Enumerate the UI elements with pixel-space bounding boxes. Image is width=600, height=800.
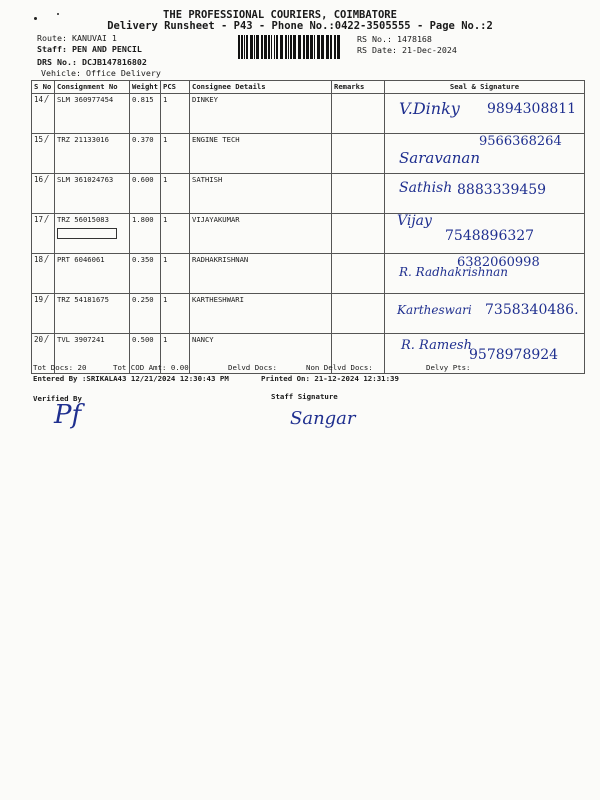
- col-sno: S No: [32, 81, 55, 94]
- signature-cell: [385, 134, 585, 174]
- signature-cell: [385, 294, 585, 334]
- remarks-cell: [332, 134, 385, 174]
- tick-mark: /: [45, 335, 49, 345]
- rs-number: RS No.: 1478168: [357, 34, 432, 44]
- remarks-cell: [332, 254, 385, 294]
- barcode-bar: [293, 35, 296, 59]
- barcode-bar: [264, 35, 267, 59]
- barcode-bar: [303, 35, 305, 59]
- serial-number-text: 19: [34, 295, 44, 304]
- remarks-cell: [332, 294, 385, 334]
- barcode-bar: [244, 35, 245, 59]
- total-docs: Tot Docs: 20: [33, 363, 87, 372]
- table-row: [32, 134, 585, 174]
- pcs-cell: 1: [161, 174, 190, 214]
- weight-cell: 0.500: [130, 334, 161, 374]
- tick-mark: /: [45, 135, 49, 145]
- barcode-bar: [276, 35, 278, 59]
- consignment-cell: [55, 214, 130, 254]
- weight-cell: 0.370: [130, 134, 161, 174]
- consignee-cell: RADHAKRISHNAN: [190, 254, 332, 294]
- route-label: Route: KANUVAI 1: [37, 33, 117, 43]
- serial-number-text: 14: [34, 95, 44, 104]
- table-row: [32, 94, 585, 134]
- consignment-number: TRZ 54181675: [57, 295, 109, 304]
- col-consignee: Consignee Details: [190, 81, 332, 94]
- barcode-bar: [317, 35, 320, 59]
- barcode-bar: [274, 35, 275, 59]
- consignee-cell: KARTHESHWARI: [190, 294, 332, 334]
- barcode-bar: [306, 35, 309, 59]
- consignment-number: TRZ 21133016: [57, 135, 109, 144]
- serial-number-text: 20: [34, 335, 44, 344]
- weight-cell: 0.250: [130, 294, 161, 334]
- barcode-bar: [241, 35, 243, 59]
- signature-cell: [385, 174, 585, 214]
- recipient-signature: R. Ramesh: [401, 338, 472, 353]
- serial-number: [32, 294, 55, 334]
- barcode-bar: [321, 35, 324, 59]
- col-consignment: Consignment No: [55, 81, 130, 94]
- consignment-cell: [55, 174, 130, 214]
- serial-number-text: 17: [34, 215, 44, 224]
- serial-number: [32, 254, 55, 294]
- signature-cell: [385, 94, 585, 134]
- barcode-bar: [334, 35, 336, 59]
- barcode-bar: [250, 35, 253, 59]
- total-cod-amount: Tot COD Amt: 0.00: [113, 363, 189, 372]
- recipient-phone: 9566368264: [479, 134, 562, 149]
- barcode-bar: [288, 35, 289, 59]
- signature-cell: [385, 214, 585, 254]
- signature-cell: [385, 254, 585, 294]
- barcode-bar: [337, 35, 340, 59]
- barcode-bar: [298, 35, 301, 59]
- verified-by-label: Verified By: [33, 394, 82, 403]
- pcs-cell: 1: [161, 294, 190, 334]
- serial-number-text: 16: [34, 175, 44, 184]
- tick-mark: /: [45, 175, 49, 185]
- serial-number: [32, 174, 55, 214]
- weight-cell: 0.600: [130, 174, 161, 214]
- barcode-bar: [271, 35, 272, 59]
- recipient-phone: 6382060998: [457, 255, 540, 270]
- pcs-cell: 1: [161, 214, 190, 254]
- serial-number-text: 18: [34, 255, 44, 264]
- signature-cell: [385, 334, 585, 374]
- consignee-cell: NANCY: [190, 334, 332, 374]
- barcode-bar: [246, 35, 248, 59]
- entered-by: Entered By :SRIKALA43 12/21/2024 12:30:43 PM: [33, 374, 229, 383]
- company-name: THE PROFESSIONAL COURIERS, COIMBATORE: [163, 9, 397, 21]
- table-row: [32, 174, 585, 214]
- recipient-phone: 9894308811: [487, 101, 577, 117]
- verifier-signature: Pf: [54, 400, 82, 430]
- consignment-number: TRZ 56015083: [57, 215, 109, 224]
- runsheet-title: Delivery Runsheet - P43 - Phone No.:0422-3505555 - Page No.:2: [107, 20, 493, 32]
- recipient-signature: R. Radhakrishnan: [399, 265, 509, 279]
- rs-date: RS Date: 21-Dec-2024: [357, 45, 457, 55]
- col-weight: Weight: [130, 81, 161, 94]
- barcode-bar: [280, 35, 283, 59]
- drs-number: DRS No.: DCJB147816802: [37, 57, 147, 67]
- consignment-number: PRT 6046061: [57, 255, 105, 264]
- tick-mark: /: [45, 295, 49, 305]
- serial-number: [32, 214, 55, 254]
- tick-mark: /: [45, 215, 49, 225]
- table-header-row: [32, 81, 585, 94]
- recipient-signature: Sathish: [399, 180, 453, 196]
- col-remarks: Remarks: [332, 81, 385, 94]
- recipient-signature: Vijay: [397, 213, 432, 229]
- consignment-cell: [55, 134, 130, 174]
- staff-label: Staff: PEN AND PENCIL: [37, 44, 142, 54]
- table-row: [32, 214, 585, 254]
- barcode-bar: [330, 35, 332, 59]
- barcode-bar: [238, 35, 240, 59]
- consignment-number: SLM 360977454: [57, 95, 114, 104]
- runsheet-table: [31, 80, 585, 374]
- consignee-cell: ENGINE TECH: [190, 134, 332, 174]
- weight-cell: 0.815: [130, 94, 161, 134]
- serial-number-text: 15: [34, 135, 44, 144]
- weight-cell: 1.800: [130, 214, 161, 254]
- serial-number: [32, 94, 55, 134]
- barcode-bar: [254, 35, 255, 59]
- barcode-image: [237, 35, 343, 59]
- recipient-phone: 8883339459: [457, 182, 547, 198]
- consignment-cell: [55, 294, 130, 334]
- recipient-phone: 7358340486.: [485, 302, 579, 318]
- col-pcs: PCS: [161, 81, 190, 94]
- barcode-bar: [256, 35, 259, 59]
- barcode-bar: [261, 35, 263, 59]
- delivered-docs: Delvd Docs:: [228, 363, 277, 372]
- consignment-number: TVL 3907241: [57, 335, 105, 344]
- vehicle-label: Vehicle: Office Delivery: [41, 68, 161, 78]
- consignee-cell: VIJAYAKUMAR: [190, 214, 332, 254]
- pcs-cell: 1: [161, 94, 190, 134]
- remarks-cell: [332, 94, 385, 134]
- pcs-cell: 1: [161, 134, 190, 174]
- recipient-phone: 7548896327: [445, 228, 535, 244]
- tick-mark: /: [45, 255, 49, 265]
- table-row: [32, 254, 585, 294]
- consignee-cell: SATHISH: [190, 174, 332, 214]
- consignment-cell: [55, 254, 130, 294]
- staff-signature-label: Staff Signature: [271, 392, 338, 401]
- tick-mark: /: [45, 95, 49, 105]
- barcode-bar: [290, 35, 292, 59]
- barcode-bar: [314, 35, 315, 59]
- staff-signature: Sangar: [290, 408, 356, 429]
- barcode-bar: [326, 35, 329, 59]
- pcs-cell: 1: [161, 334, 190, 374]
- recipient-signature: Saravanan: [399, 149, 481, 167]
- barcode-bar: [285, 35, 287, 59]
- non-delivered-docs: Non Delvd Docs:: [306, 363, 373, 372]
- cod-amount-box: [57, 228, 117, 239]
- barcode-bar: [268, 35, 270, 59]
- consignee-cell: DINKEY: [190, 94, 332, 134]
- pcs-cell: 1: [161, 254, 190, 294]
- serial-number: [32, 134, 55, 174]
- col-seal-signature: Seal & Signature: [385, 81, 585, 94]
- consignment-cell: [55, 94, 130, 134]
- recipient-signature: Kartheswari: [397, 303, 472, 317]
- printed-on: Printed On: 21-12-2024 12:31:39: [261, 374, 399, 383]
- weight-cell: 0.350: [130, 254, 161, 294]
- remarks-cell: [332, 174, 385, 214]
- recipient-signature: V.Dinky: [399, 99, 460, 118]
- remarks-cell: [332, 214, 385, 254]
- recipient-phone: 9578978924: [469, 347, 559, 363]
- consignment-number: SLM 361024763: [57, 175, 114, 184]
- table-row: [32, 294, 585, 334]
- delivery-points: Delvy Pts:: [426, 363, 471, 372]
- barcode-bar: [310, 35, 313, 59]
